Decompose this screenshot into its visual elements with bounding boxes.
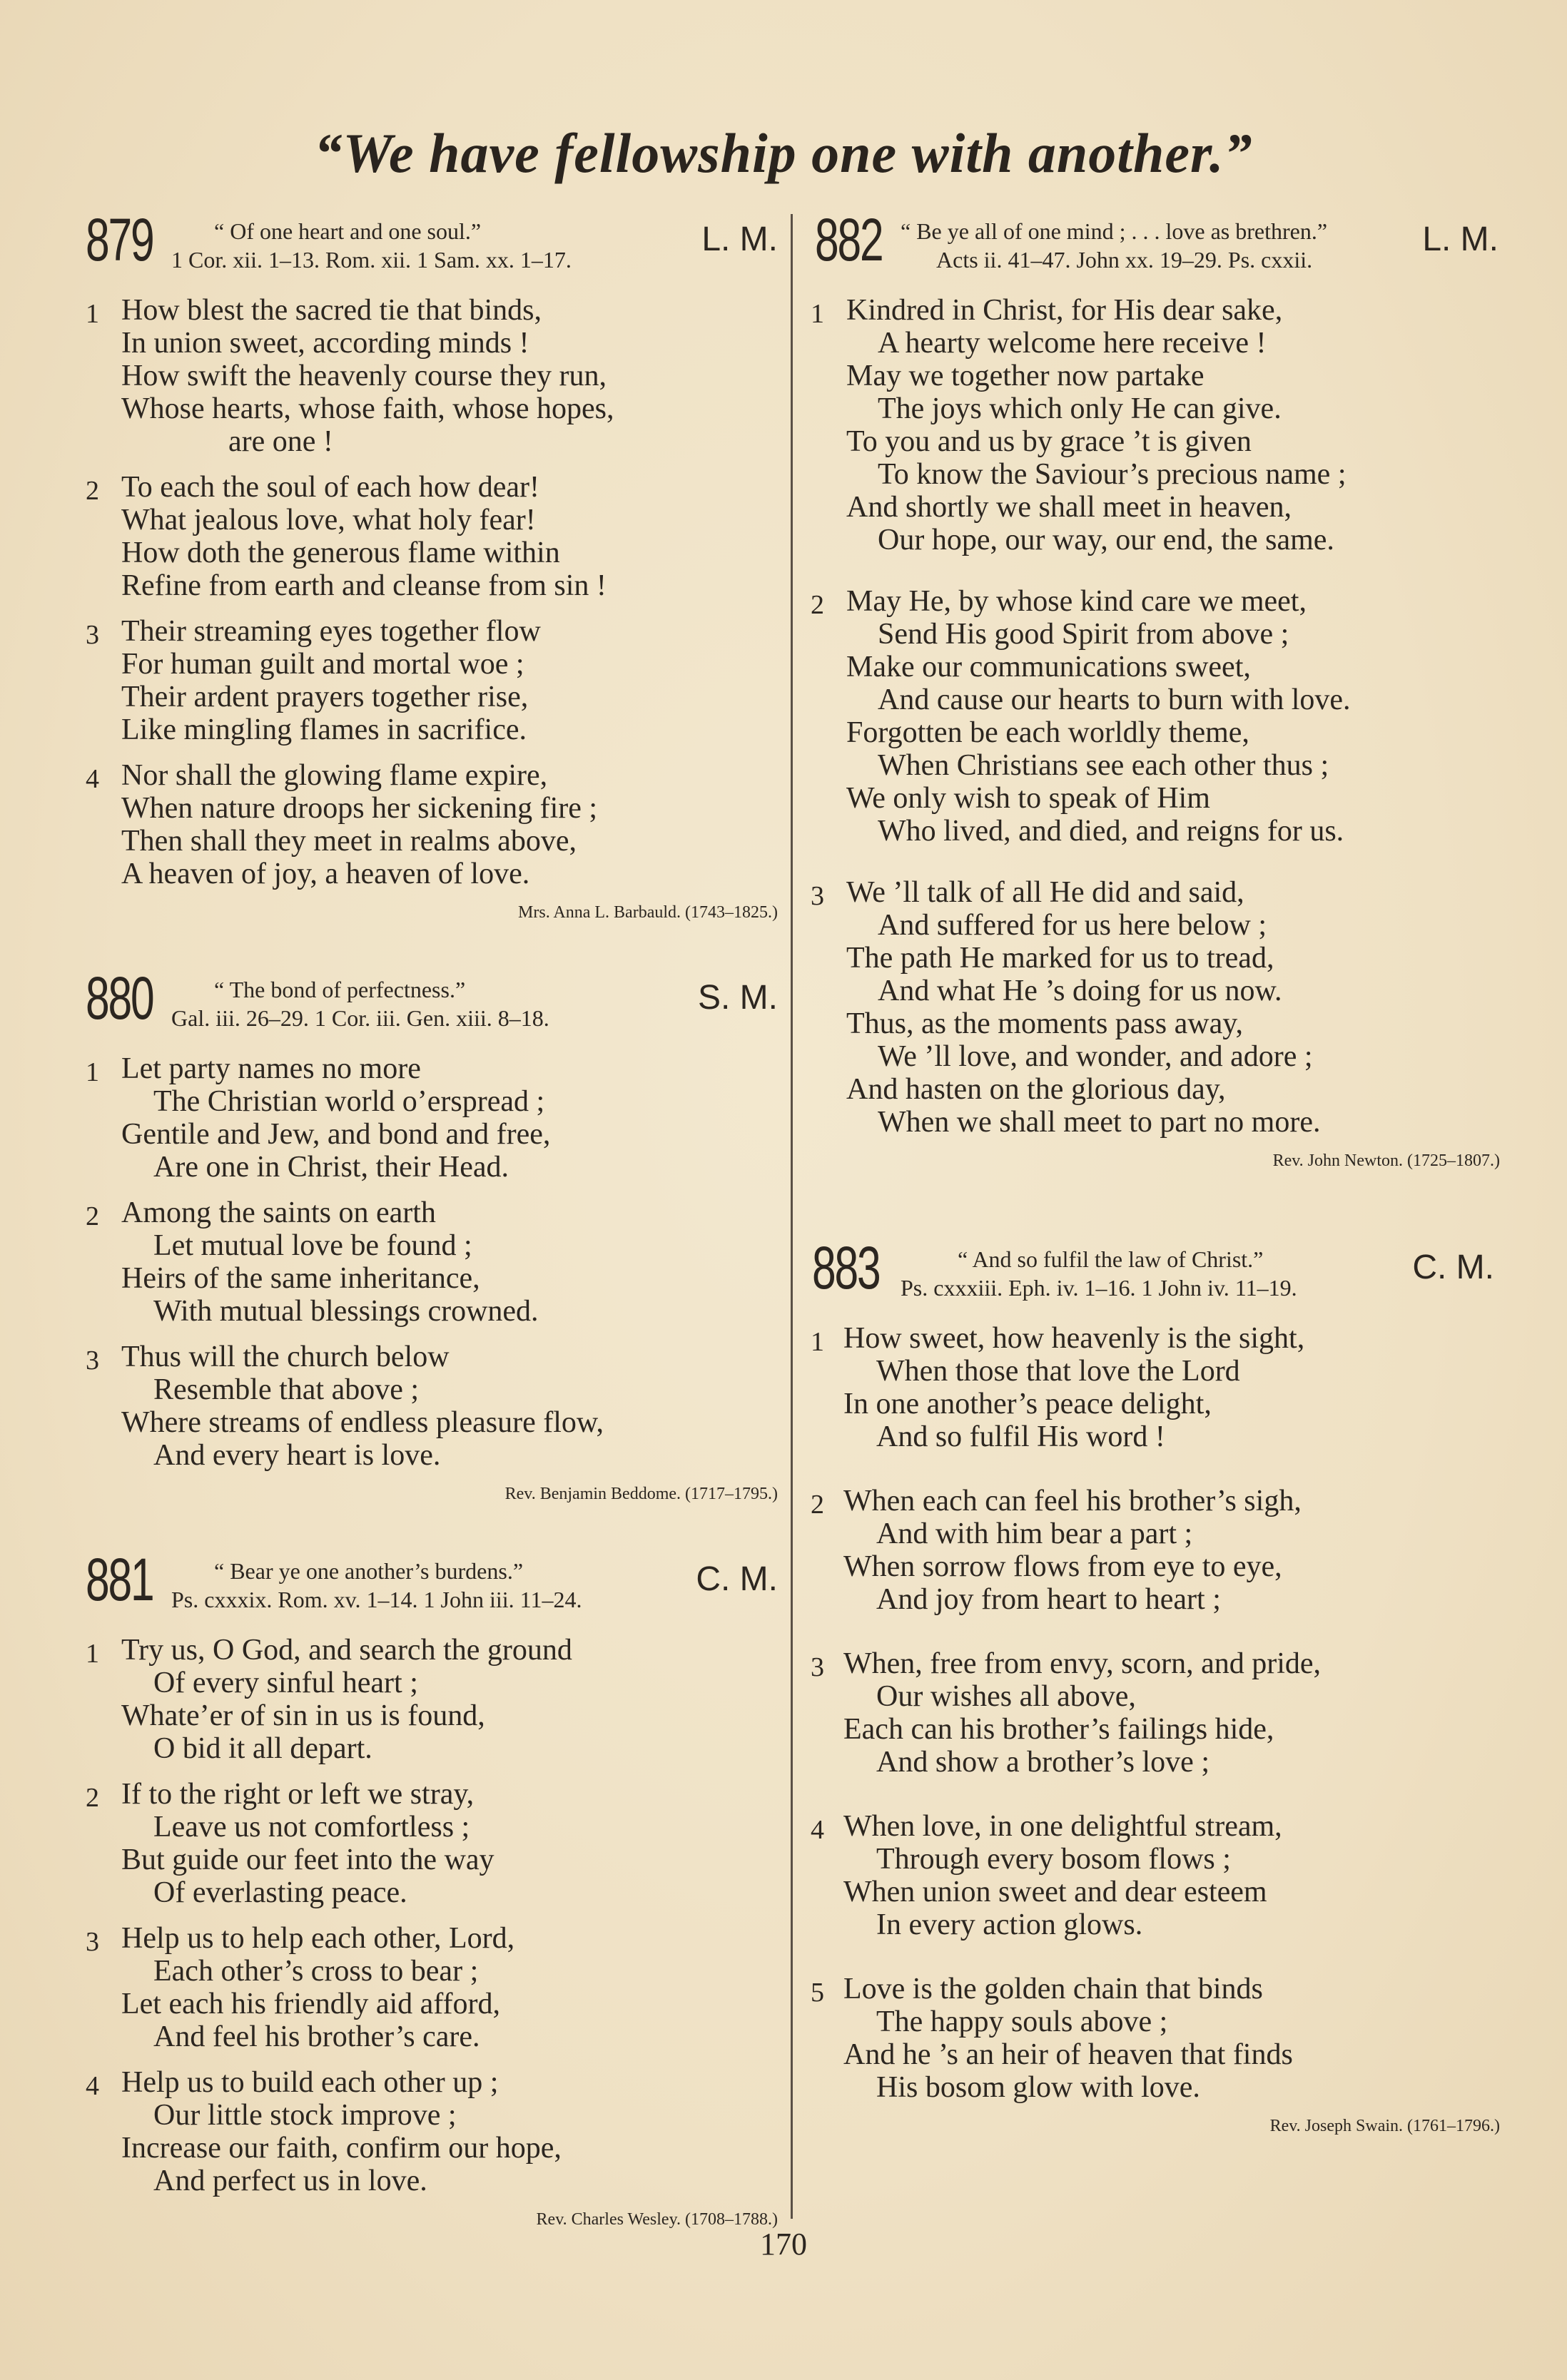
hymn-883 (801, 1234, 1514, 2136)
verse-line: When nature droops her sickening fire ; (121, 792, 598, 825)
verse-line: And with him bear a part ; (876, 1517, 1193, 1550)
page-number: 170 (760, 2227, 807, 2262)
verse-line: We ’ll talk of all He did and said, (846, 876, 1244, 909)
hymn-references: 1 Cor. xii. 1–13. Rom. xii. 1 Sam. xx. 1–17. (171, 247, 572, 273)
hymn-number: 883 (812, 1234, 880, 1301)
verse-line: If to the right or left we stray, (121, 1778, 475, 1811)
hymn-879 (86, 206, 792, 922)
verse-number: 2 (86, 476, 99, 506)
verse (801, 585, 1514, 848)
verse-line: To know the Saviour’s precious name ; (878, 458, 1347, 491)
verse-line: What jealous love, what holy fear! (121, 504, 536, 536)
verse-number: 5 (811, 1978, 824, 2008)
hymn-meter: L. M. (701, 220, 778, 258)
verse-line: For human guilt and mortal woe ; (121, 648, 524, 681)
verse-line: A hearty welcome here receive ! (878, 327, 1267, 360)
verse-line: Are one in Christ, their Head. (153, 1151, 509, 1184)
verse-number: 3 (86, 620, 99, 650)
verse (86, 471, 792, 602)
verse-number: 1 (811, 1327, 824, 1357)
verse-line: May we together now partake (846, 360, 1205, 392)
hymn-header (801, 1234, 1514, 1313)
hymn-number: 881 (86, 1546, 153, 1613)
verse-line: Refine from earth and cleanse from sin ! (121, 569, 607, 602)
verse-number: 2 (811, 590, 824, 620)
hymn-number: 879 (86, 206, 153, 273)
verse (86, 1341, 792, 1472)
verse-line: Love is the golden chain that binds (843, 1973, 1263, 2005)
verse (86, 1778, 792, 1909)
verse-line: We ’ll love, and wonder, and adore ; (878, 1040, 1313, 1073)
verse-line: Thus, as the moments pass away, (846, 1007, 1244, 1040)
hymn-881 (86, 1546, 792, 2229)
verse-number: 3 (811, 881, 824, 911)
verse-number: 1 (86, 1639, 99, 1669)
verse-line: When union sweet and dear esteem (843, 1876, 1267, 1908)
verse-line: We only wish to speak of Him (846, 782, 1210, 815)
verse-line: The Christian world o’erspread ; (153, 1085, 545, 1118)
verse-line: Kindred in Christ, for His dear sake, (846, 294, 1283, 327)
verse-line: Let mutual love be found ; (153, 1229, 472, 1262)
verse-line: Their ardent prayers together rise, (121, 681, 529, 713)
hymn-author: Rev. Benjamin Beddome. (1717–1795.) (504, 1485, 778, 1503)
verse-line: Who lived, and died, and reigns for us. (878, 815, 1344, 848)
verse-line: To each the soul of each how dear! (121, 471, 539, 504)
verse-number: 4 (86, 764, 99, 794)
verse-line: Like mingling flames in sacrifice. (121, 713, 527, 746)
verse-line: Make our communications sweet, (846, 651, 1251, 683)
hymn-author: Rev. John Newton. (1725–1807.) (1272, 1151, 1500, 1170)
verse-line: When those that love the Lord (876, 1355, 1240, 1388)
verse-line: Increase our faith, confirm our hope, (121, 2132, 562, 2165)
verse-line: Resemble that above ; (153, 1373, 420, 1406)
verse-number: 1 (86, 299, 99, 329)
verse-line: With mutual blessings crowned. (153, 1295, 539, 1328)
verse-number: 1 (86, 1057, 99, 1087)
verse-line: Our little stock improve ; (153, 2099, 457, 2132)
hymn-meter: L. M. (1422, 220, 1498, 258)
verse-line: Leave us not comfortless ; (153, 1811, 470, 1844)
verse-line: When, free from envy, scorn, and pride, (843, 1647, 1322, 1680)
verse (86, 2066, 792, 2197)
left-column (86, 206, 792, 2279)
verse-line: Among the saints on earth (121, 1196, 436, 1229)
verse (801, 1485, 1514, 1616)
verse-line: Where streams of endless pleasure flow, (121, 1406, 604, 1439)
verse-line: Thus will the church below (121, 1341, 450, 1373)
verse-line: When sorrow flows from eye to eye, (843, 1550, 1282, 1583)
hymn-author: Rev. Joseph Swain. (1761–1796.) (1269, 2117, 1500, 2135)
verse (86, 1196, 792, 1328)
page-heading: “We have fellowship one with another.” (314, 122, 1253, 184)
verse-number: 4 (811, 1815, 824, 1845)
verse (801, 1973, 1514, 2104)
hymn-number: 882 (815, 206, 883, 273)
verse-line: Each can his brother’s failings hide, (843, 1713, 1274, 1746)
verse (86, 1922, 792, 2053)
hymn-number: 880 (86, 965, 153, 1032)
hymn-880 (86, 965, 792, 1504)
hymn-header (86, 206, 792, 285)
verse-line: And he ’s an heir of heaven that finds (843, 2038, 1293, 2071)
verse (86, 1052, 792, 1184)
hymn-references: Acts ii. 41–47. John xx. 19–29. Ps. cxxii. (936, 247, 1313, 273)
verse-line: are one ! (228, 425, 333, 458)
verse-number: 3 (811, 1652, 824, 1682)
verse-line: And shortly we shall meet in heaven, (846, 491, 1292, 524)
right-column (801, 206, 1514, 2186)
verse-line: Through every bosom flows ; (876, 1843, 1231, 1876)
verse-line: And what He ’s doing for us now. (878, 975, 1282, 1007)
hymn-author: Mrs. Anna L. Barbauld. (1743–1825.) (518, 903, 778, 922)
verse-line: How sweet, how heavenly is the sight, (843, 1322, 1305, 1355)
verse (801, 876, 1514, 1139)
hymn-meter: C. M. (696, 1560, 778, 1598)
hymn-references: Ps. cxxxiii. Eph. iv. 1–16. 1 John iv. 11–19. (901, 1275, 1297, 1301)
verse-line: O bid it all depart. (153, 1732, 372, 1765)
verse-line: The path He marked for us to tread, (846, 942, 1274, 975)
verse-line: May He, by whose kind care we meet, (846, 585, 1307, 618)
verse-number: 3 (86, 1346, 99, 1375)
verse (801, 294, 1514, 556)
verse-line: Nor shall the glowing flame expire, (121, 759, 548, 792)
hymn-author: Rev. Charles Wesley. (1708–1788.) (536, 2210, 778, 2229)
verse-line: A heaven of joy, a heaven of love. (121, 858, 530, 890)
verse (801, 1810, 1514, 1941)
verse-line: And every heart is love. (153, 1439, 441, 1472)
verse-line: Heirs of the same inheritance, (121, 1262, 480, 1295)
verse-line: In one another’s peace delight, (843, 1388, 1212, 1420)
verse-line: And feel his brother’s care. (153, 2020, 480, 2053)
verse-line: Each other’s cross to bear ; (153, 1955, 479, 1988)
hymn-references: Ps. cxxxix. Rom. xv. 1–14. 1 John iii. 11–24. (171, 1587, 582, 1612)
hymn-motto: “ Of one heart and one soul.” (214, 218, 482, 244)
hymn-motto: “ Bear ye one another’s burdens.” (214, 1558, 524, 1584)
verse-line: Gentile and Jew, and bond and free, (121, 1118, 551, 1151)
verse-line: Our hope, our way, our end, the same. (878, 524, 1334, 556)
verse-line: When we shall meet to part no more. (878, 1106, 1321, 1139)
hymn-motto: “ Be ye all of one mind ; . . . love as brethren.” (901, 218, 1328, 244)
verse-line: And show a brother’s love ; (876, 1746, 1210, 1779)
verse-line: When love, in one delightful stream, (843, 1810, 1282, 1843)
verse-number: 2 (811, 1490, 824, 1520)
hymn-meter: S. M. (697, 979, 778, 1017)
hymn-meter: C. M. (1412, 1249, 1494, 1286)
hymn-header (801, 206, 1514, 285)
verse-line: And perfect us in love. (153, 2165, 427, 2197)
verse-line: Help us to build each other up ; (121, 2066, 499, 2099)
verse-line: And so fulfil His word ! (876, 1420, 1165, 1453)
verse-number: 3 (86, 1927, 99, 1957)
hymn-header (86, 1546, 792, 1625)
verse-number: 2 (86, 1783, 99, 1813)
hymn-header (86, 965, 792, 1044)
verse-line: In every action glows. (876, 1908, 1143, 1941)
verse-line: How doth the generous flame within (121, 536, 560, 569)
verse-line: Whose hearts, whose faith, whose hopes, (121, 392, 614, 425)
verse-line: Let each his friendly aid afford, (121, 1988, 501, 2020)
verse-line: Whate’er of sin in us is found, (121, 1699, 485, 1732)
verse-line: Send His good Spirit from above ; (878, 618, 1289, 651)
verse-line: The joys which only He can give. (878, 392, 1282, 425)
verse-line: Their streaming eyes together flow (121, 615, 541, 648)
verse (801, 1647, 1514, 1779)
verse-line: How swift the heavenly course they run, (121, 360, 607, 392)
hymn-motto: “ The bond of perfectness.” (214, 977, 466, 1002)
hymn-references: Gal. iii. 26–29. 1 Cor. iii. Gen. xiii. 8–18. (171, 1005, 549, 1031)
verse-line: Forgotten be each worldly theme, (846, 716, 1249, 749)
verse-line: And cause our hearts to burn with love. (878, 683, 1351, 716)
verse-number: 2 (86, 1201, 99, 1231)
verse-line: His bosom glow with love. (876, 2071, 1200, 2104)
verse-line: And hasten on the glorious day, (846, 1073, 1226, 1106)
verse-number: 4 (86, 2071, 99, 2101)
verse-line: Of every sinful heart ; (153, 1667, 418, 1699)
verse-line: Let party names no more (121, 1052, 421, 1085)
verse-line: And suffered for us here below ; (878, 909, 1267, 942)
verse-line: Then shall they meet in realms above, (121, 825, 577, 858)
verse-line: And joy from heart to heart ; (876, 1583, 1221, 1616)
verse (86, 1634, 792, 1765)
verse-line: How blest the sacred tie that binds, (121, 294, 542, 327)
verse-line: When each can feel his brother’s sigh, (843, 1485, 1302, 1517)
verse (801, 1322, 1514, 1453)
verse-line: Of everlasting peace. (153, 1876, 407, 1909)
verse-line: Try us, O God, and search the ground (121, 1634, 572, 1667)
verse-line: The happy souls above ; (876, 2005, 1168, 2038)
verse-number: 1 (811, 299, 824, 329)
verse (86, 759, 792, 890)
verse-line: In union sweet, according minds ! (121, 327, 529, 360)
verse (86, 294, 792, 458)
verse-line: When Christians see each other thus ; (878, 749, 1329, 782)
verse-line: Our wishes all above, (876, 1680, 1136, 1713)
verse-line: Help us to help each other, Lord, (121, 1922, 515, 1955)
verse-line: But guide our feet into the way (121, 1844, 495, 1876)
hymn-882 (801, 206, 1514, 1171)
verse-line: To you and us by grace ’t is given (846, 425, 1252, 458)
hymn-motto: “ And so fulfil the law of Christ.” (958, 1246, 1264, 1272)
verse (86, 615, 792, 746)
